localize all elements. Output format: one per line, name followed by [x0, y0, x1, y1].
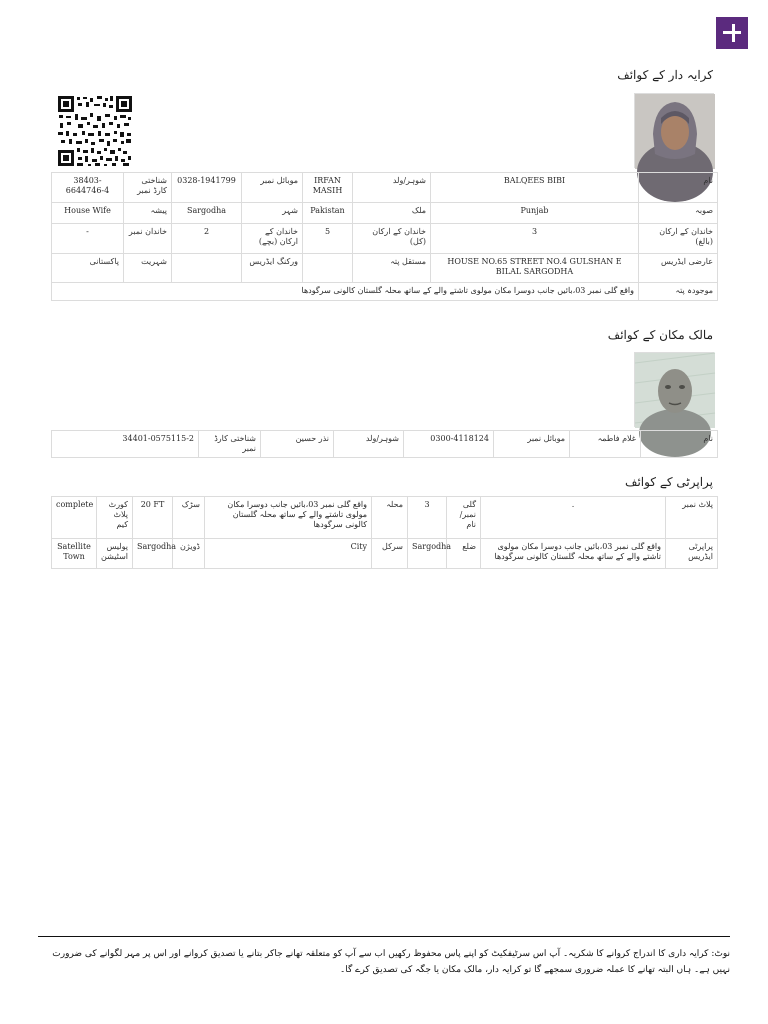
father-husband-value: IRFAN MASIH	[303, 173, 353, 203]
current-address-value: واقع گلی نمبر 03،بائیں جانب دوسرا مکان مولوی تاشتے والے کے ساتھ محلہ گلستان کالونی سرگودھا	[52, 283, 639, 301]
city-label: شہر	[242, 203, 303, 224]
permanent-address-label: مستقل پتہ	[353, 254, 431, 283]
table-row	[52, 254, 718, 283]
qr-code	[57, 95, 133, 167]
property-table	[51, 496, 718, 569]
name-value: BALQEES BIBI	[431, 173, 639, 203]
members-total-value: 5	[303, 224, 353, 254]
street-value: 3	[408, 497, 447, 539]
owner-father-label: شوہر/ولد	[334, 431, 404, 458]
owner-table	[51, 430, 718, 458]
permanent-address-value	[303, 254, 353, 283]
circle-value: City	[205, 539, 372, 569]
logo	[716, 17, 748, 49]
road-value: 20 FT	[133, 497, 173, 539]
owner-photo	[634, 352, 714, 427]
plot-number-label: پلاٹ نمبر	[666, 497, 718, 539]
table-row	[52, 224, 718, 254]
mobile-label: موبائل نمبر	[242, 173, 303, 203]
owner-mobile-label: موبائل نمبر	[494, 431, 570, 458]
property-address-value: واقع گلی نمبر 03،بائیں جانب دوسرا مکان مولوی تاشتے والے کے ساتھ محلہ گلستان کالونی سرگودھا	[481, 539, 666, 569]
tenant-photo	[634, 93, 714, 168]
district-label: ضلع	[447, 539, 481, 569]
father-husband-label: شوہر/ولد	[353, 173, 431, 203]
nationality-label: شہریت	[124, 254, 172, 283]
name-label: نام	[639, 173, 718, 203]
table-row	[52, 539, 718, 569]
completion-value: complete	[52, 497, 97, 539]
footer-note: نوٹ: کرایہ داری کا اندراج کروانے کا شکریہ۔ آپ اس سرٹیفکیٹ کو اپنے پاس محفوظ رکھیں اب سے آپ کو متعلقہ تھانے جاکر بتانے یا تصدیق کروانے اور اس پر مہر لگوانے کی ضرورت نہیں ہے۔ ہاں البتہ تھانے کا عملہ ضروری سمجھے گا تو کرایہ دار، مالک مکان یا جگہ کی تصدیق کرے گا۔	[52, 949, 730, 975]
province-label: صوبہ	[639, 203, 718, 224]
members-adult-label: خاندان کے ارکان (بالغ)	[639, 224, 718, 254]
property-address-label: پراپرٹی ایڈریس	[666, 539, 718, 569]
property-section-title: پراپرٹی کے کوائف	[625, 475, 713, 489]
family-number-label: خاندان نمبر	[124, 224, 172, 254]
province-value: Punjab	[431, 203, 639, 224]
members-adult-value: 3	[431, 224, 639, 254]
circle-label: سرکل	[372, 539, 408, 569]
footer-divider	[38, 936, 730, 937]
police-station-label: پولیس اسٹیشن	[97, 539, 133, 569]
mobile-value: 0328-1941799	[172, 173, 242, 203]
owner-mobile-value: 0300-4118124	[404, 431, 494, 458]
members-total-label: خاندان کے ارکان (کل)	[353, 224, 431, 254]
owner-cnic-label: شناختی کارڈ نمبر	[199, 431, 261, 458]
family-number-value: -	[52, 224, 124, 254]
district-value: Sargodha	[408, 539, 447, 569]
police-station-value: Satellite Town	[52, 539, 97, 569]
city-value: Sargodha	[172, 203, 242, 224]
road-label: سڑک	[173, 497, 205, 539]
mohalla-label: محلہ	[372, 497, 408, 539]
owner-cnic-value: 34401-0575115-2	[52, 431, 199, 458]
country-label: ملک	[353, 203, 431, 224]
owner-section-title: مالک مکان کے کوائف	[607, 328, 713, 342]
profession-label: پیشہ	[124, 203, 172, 224]
division-value: Sargodha	[133, 539, 173, 569]
nationality-value: پاکستانی	[52, 254, 124, 283]
mohalla-value: واقع گلی نمبر 03،بائیں جانب دوسرا مکان مولوی تاشتے والے کے ساتھ محلہ گلستان کالونی سرگودھا	[205, 497, 372, 539]
tenant-section-title: کرایہ دار کے کوائف	[617, 68, 713, 82]
completion-label: کورٹ پلاٹ کیم	[97, 497, 133, 539]
current-address-label: موجودہ پتہ	[639, 283, 718, 301]
profession-value: House Wife	[52, 203, 124, 224]
owner-name-value: غلام فاطمہ	[570, 431, 641, 458]
table-row	[52, 173, 718, 203]
tenant-table	[51, 172, 718, 301]
temporary-address-label: عارضی ایڈریس	[639, 254, 718, 283]
country-value: Pakistan	[303, 203, 353, 224]
working-address-label: ورکنگ ایڈریس	[242, 254, 303, 283]
owner-father-value: نذر حسین	[261, 431, 334, 458]
members-children-value: 2	[172, 224, 242, 254]
street-label: گلی نمبر/نام	[447, 497, 481, 539]
temporary-address-value: HOUSE NO.65 STREET NO.4 GULSHAN E BILAL SARGODHA	[431, 254, 639, 283]
table-row	[52, 431, 718, 458]
cnic-label: شناختی کارڈ نمبر	[124, 173, 172, 203]
table-row	[52, 203, 718, 224]
division-label: ڈویژن	[173, 539, 205, 569]
members-children-label: خاندان کے ارکان (بچے)	[242, 224, 303, 254]
owner-name-label: نام	[641, 431, 718, 458]
table-row	[52, 497, 718, 539]
plot-number-value: .	[481, 497, 666, 539]
table-row	[52, 283, 718, 301]
cnic-value: 38403-6644746-4	[52, 173, 124, 203]
working-address-value	[172, 254, 242, 283]
